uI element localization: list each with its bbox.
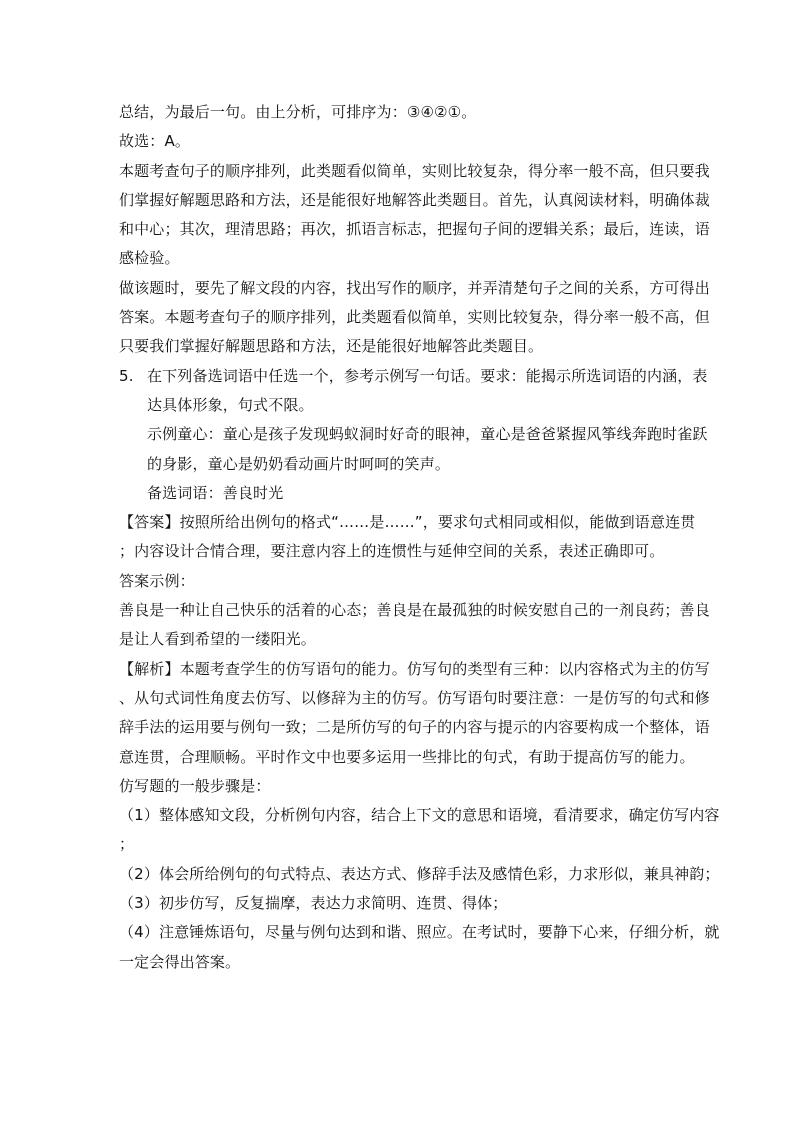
answer-line: 【答案】按照所给出例句的格式“……是……”，要求句式相同或相似，能做到语意连贯 [119,513,696,532]
analysis-line: 仿写题的一般步骤是： [119,776,271,795]
text-line: 答案。本题考查句子的顺序排列，此类题看似简单，实则比较复杂，得分率一般不高，但 [119,308,710,327]
analysis-line: 【解析】本题考查学生的仿写语句的能力。仿写句的类型有三种：以内容格式为主的仿写 [119,659,710,678]
answer-line: 是让人看到希望的一缕阳光。 [119,630,316,649]
question-text: 在下列备选词语中任选一个，参考示例写一句话。要求：能揭示所选词语的内涵，表 [147,366,708,385]
answer-line: ；内容设计合情合理，要注意内容上的连惯性与延伸空间的关系，表述正确即可。 [119,542,665,561]
question-number: 5. [119,366,134,385]
text-line: 感检验。 [119,249,180,268]
text-line: 们掌握好解题思路和方法，还是能很好地解答此类题目。首先，认真阅读材料，明确体裁 [119,190,710,209]
analysis-line: 意连贯，合理顺畅。平时作文中也要多运用一些排比的句式，有助于提高仿写的能力。 [119,747,695,766]
text-line: 和中心；其次，理清思路；再次，抓语言标志，把握句子间的逻辑关系；最后，连读，语 [119,220,710,239]
text-line: 本题考查句子的顺序排列，此类题看似简单，实则比较复杂，得分率一般不高，但只要我 [119,161,710,180]
analysis-line: 、从句式词性角度去仿写、以修辞为主的仿写。仿写语句时要注意：一是仿写的句式和修 [119,688,710,707]
text-line: 故选：A。 [119,132,191,151]
options-line: 备选词语：善良时光 [147,483,284,502]
document-page [119,98,720,977]
example-line: 的身影，童心是奶奶看动画片时呵呵的笑声。 [147,454,451,473]
text-line: 只要我们掌握好解题思路和方法，还是能很好地解答此类题目。 [119,337,544,356]
analysis-line: 辞手法的运用要与例句一致；二是所仿写的句子的内容与提示的内容要构成一个整体，语 [119,718,710,737]
example-line: 示例童心：童心是孩子发现蚂蚁洞时好奇的眼神，童心是爸爸紧握风筝线奔跑时雀跃 [147,425,708,444]
answer-line: 答案示例： [119,571,195,590]
answer-line: 善良是一种让自己快乐的活着的心态；善良是在最孤独的时候安慰自己的一剂良药；善良 [119,601,710,620]
analysis-line: （1）整体感知文段，分析例句内容，结合上下文的意思和语境，看清要求，确定仿写内容 [119,806,720,825]
text-line: 总结，为最后一句。由上分析，可排序为：③④②①。 [119,103,477,121]
analysis-line: （2）体会所给例句的句式特点、表达方式、修辞手法及感情色彩，力求形似，兼具神韵； [119,864,720,883]
analysis-line: ； [119,835,135,854]
analysis-line: （3）初步仿写，反复揣摩，表达力求简明、连贯、得体； [119,894,508,913]
question-line: 达具体形象，句式不限。 [147,395,314,414]
question-line [119,362,708,391]
analysis-line: 一定会得出答案。 [119,952,241,971]
text-line: 做该题时，要先了解文段的内容，找出写作的顺序，并弄清楚句子之间的关系，方可得出 [119,278,710,297]
analysis-line: （4）注意锤炼语句，尽量与例句达到和谐、照应。在考试时，要静下心来，仔细分析，就 [119,923,720,942]
